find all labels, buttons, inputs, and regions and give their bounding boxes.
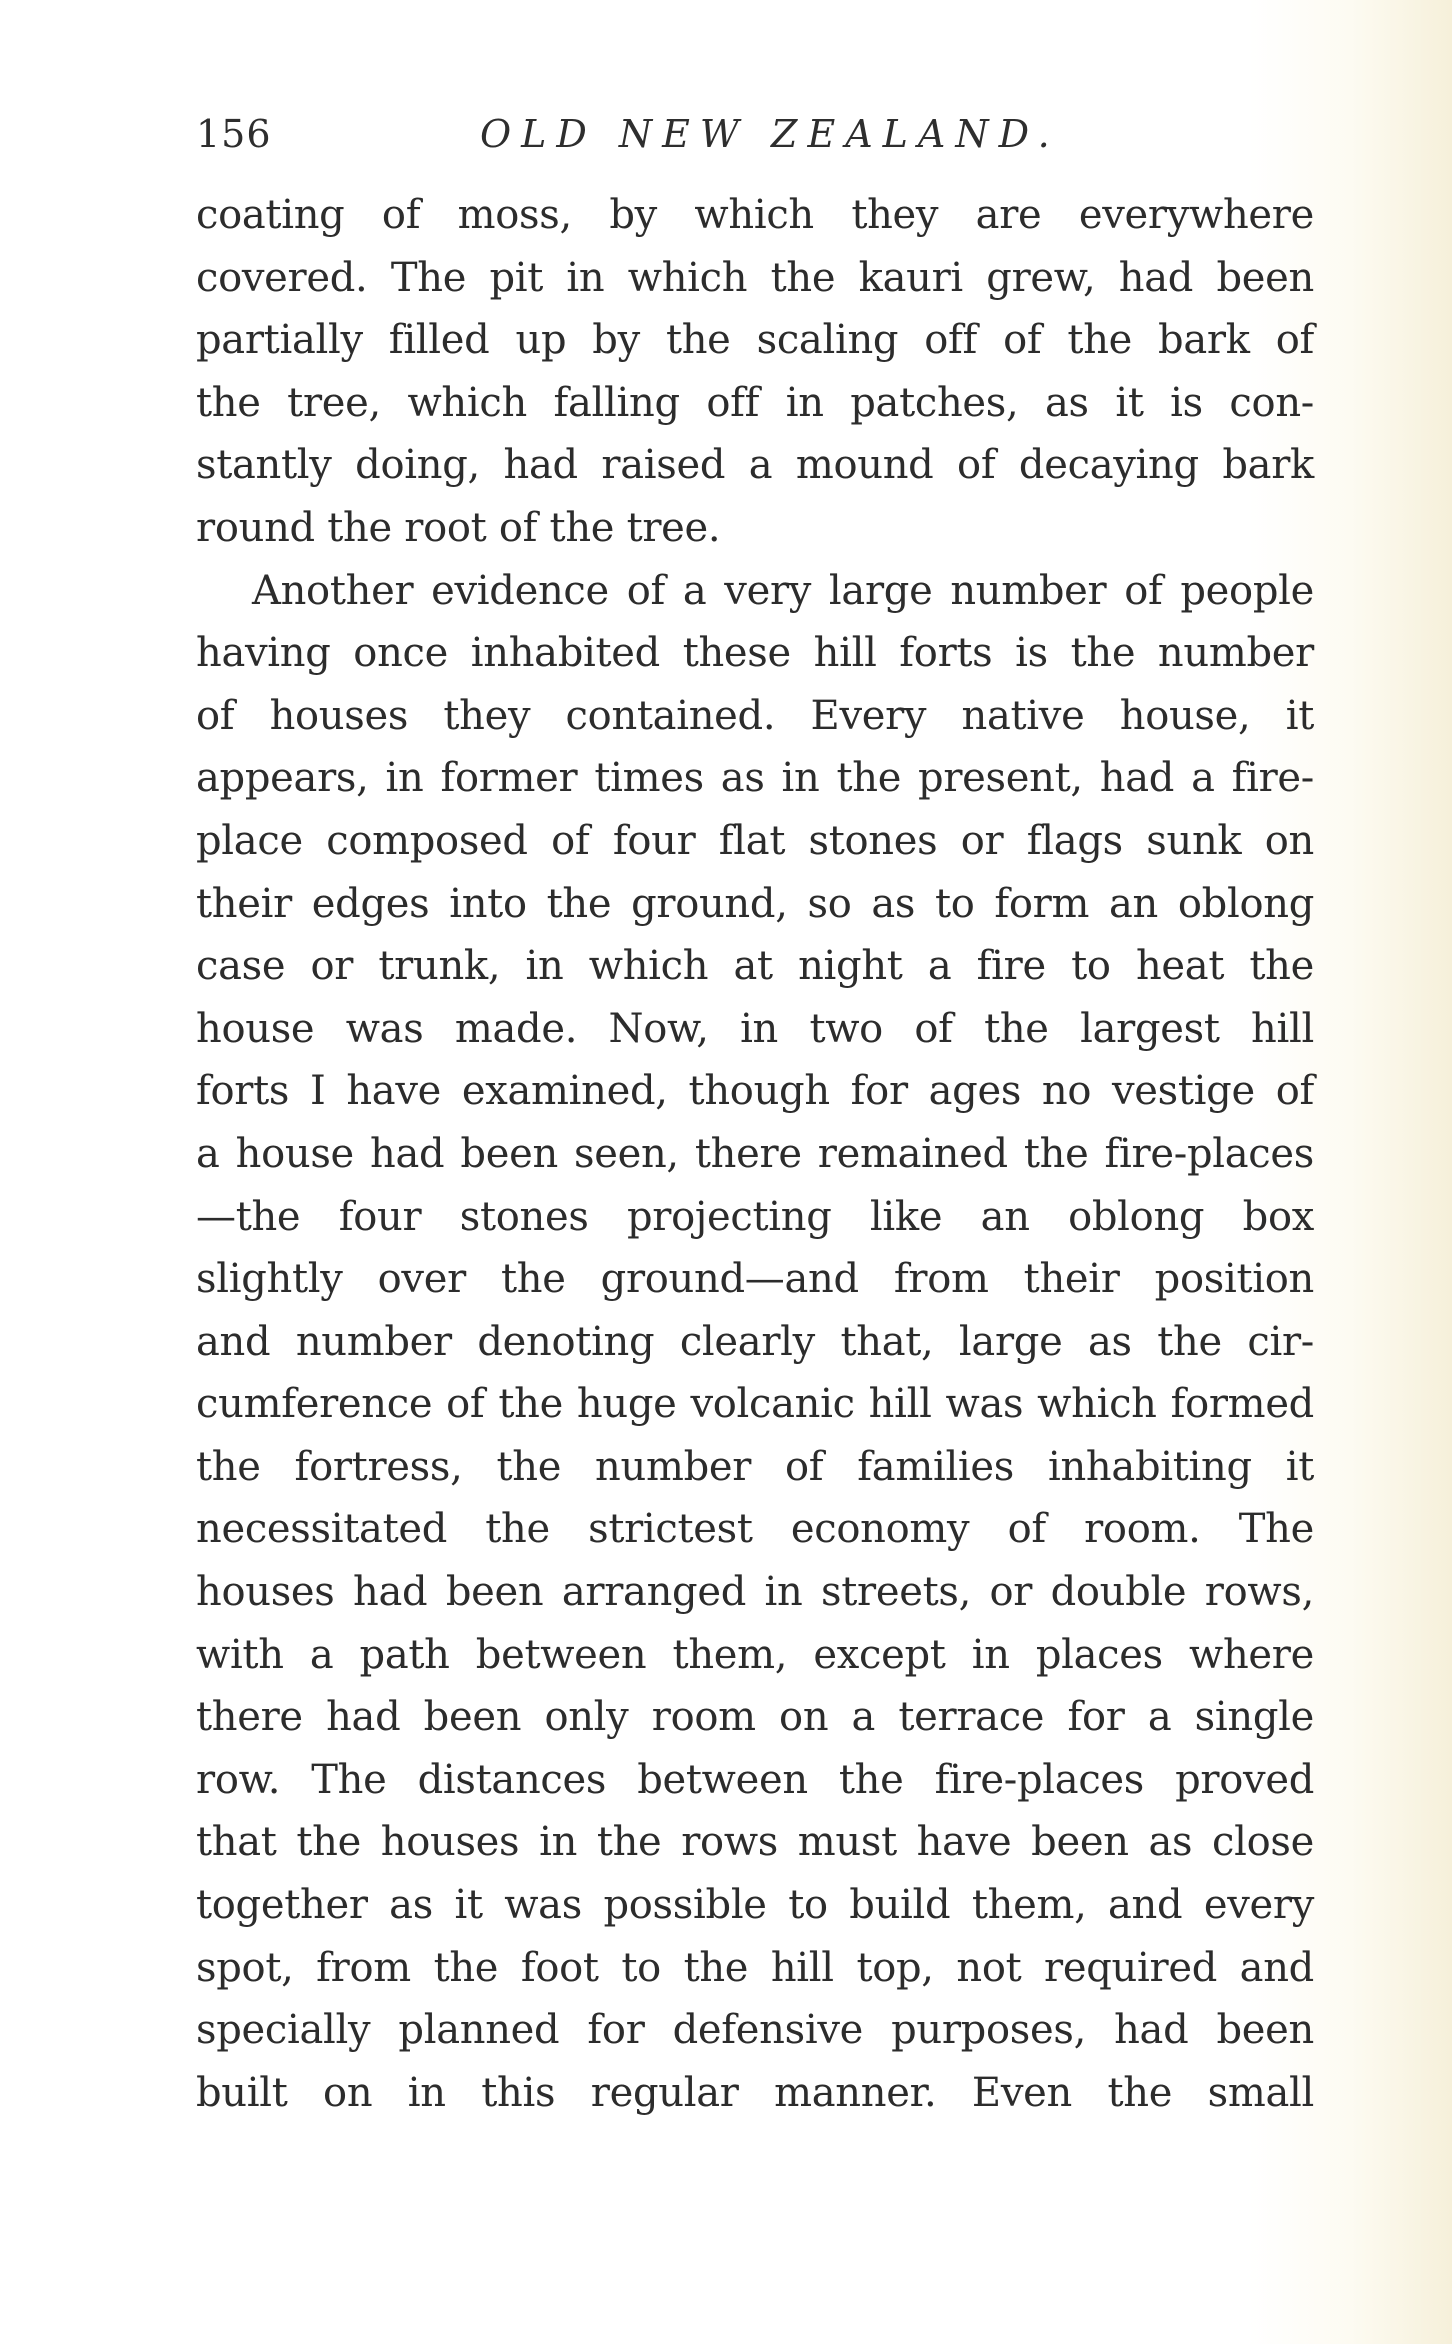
text-line: —the four stones projecting like an oblong box xyxy=(196,1193,1314,1240)
text-line: row. The distances between the fire-places proved xyxy=(196,1756,1314,1803)
text-line: spot, from the foot to the hill top, not required and xyxy=(196,1944,1314,1991)
text-line: the tree, which falling off in patches, as it is con- xyxy=(196,379,1314,426)
text-line: appears, in former times as in the present, had a fire- xyxy=(196,755,1314,802)
running-title: OLD NEW ZEALAND. xyxy=(480,112,1060,156)
text-line: cumference of the huge volcanic hill was which formed xyxy=(196,1381,1314,1428)
text-line: that the houses in the rows must have been as close xyxy=(196,1819,1314,1866)
text-line: partially filled up by the scaling off of the bark of xyxy=(196,317,1314,364)
page-number: 156 xyxy=(196,112,272,156)
text-line: covered. The pit in which the kauri grew, had been xyxy=(196,254,1314,301)
text-line: built on in this regular manner. Even the small xyxy=(196,2069,1314,2116)
paragraph-2 xyxy=(196,560,1314,2125)
text-line: the fortress, the number of families inhabiting it xyxy=(196,1443,1314,1490)
text-line: place composed of four flat stones or flags sunk on xyxy=(196,817,1314,864)
text-line: Another evidence of a very large number of people xyxy=(252,567,1314,614)
text-line: having once inhabited these hill forts is the number xyxy=(196,630,1314,677)
body-text xyxy=(196,184,1314,2124)
text-line: case or trunk, in which at night a fire to heat the xyxy=(196,943,1314,990)
text-line: necessitated the strictest economy of room. The xyxy=(196,1506,1314,1553)
text-line: round the root of the tree. xyxy=(196,504,721,551)
text-line: there had been only room on a terrace for a single xyxy=(196,1694,1314,1741)
text-line: and number denoting clearly that, large as the cir- xyxy=(196,1318,1314,1365)
text-line: coating of moss, by which they are everywhere xyxy=(196,192,1314,238)
text-line: houses had been arranged in streets, or double rows, xyxy=(196,1569,1314,1616)
text-line: of houses they contained. Every native house, it xyxy=(196,692,1314,739)
text-line: stantly doing, had raised a mound of decaying bark xyxy=(196,442,1314,489)
page-header xyxy=(196,112,1322,172)
text-line: together as it was possible to build them, and every xyxy=(196,1882,1314,1929)
text-line: house was made. Now, in two of the largest hill xyxy=(196,1005,1314,1052)
paragraph-1 xyxy=(196,184,1314,560)
text-line: their edges into the ground, so as to form an oblong xyxy=(196,880,1314,927)
text-line: slightly over the ground—and from their position xyxy=(196,1256,1314,1303)
text-line: with a path between them, except in places where xyxy=(196,1631,1314,1678)
text-line: specially planned for defensive purposes, had been xyxy=(196,2007,1314,2054)
text-line: a house had been seen, there remained the fire-places xyxy=(196,1130,1314,1177)
text-line: forts I have examined, though for ages no vestige of xyxy=(196,1068,1314,1115)
